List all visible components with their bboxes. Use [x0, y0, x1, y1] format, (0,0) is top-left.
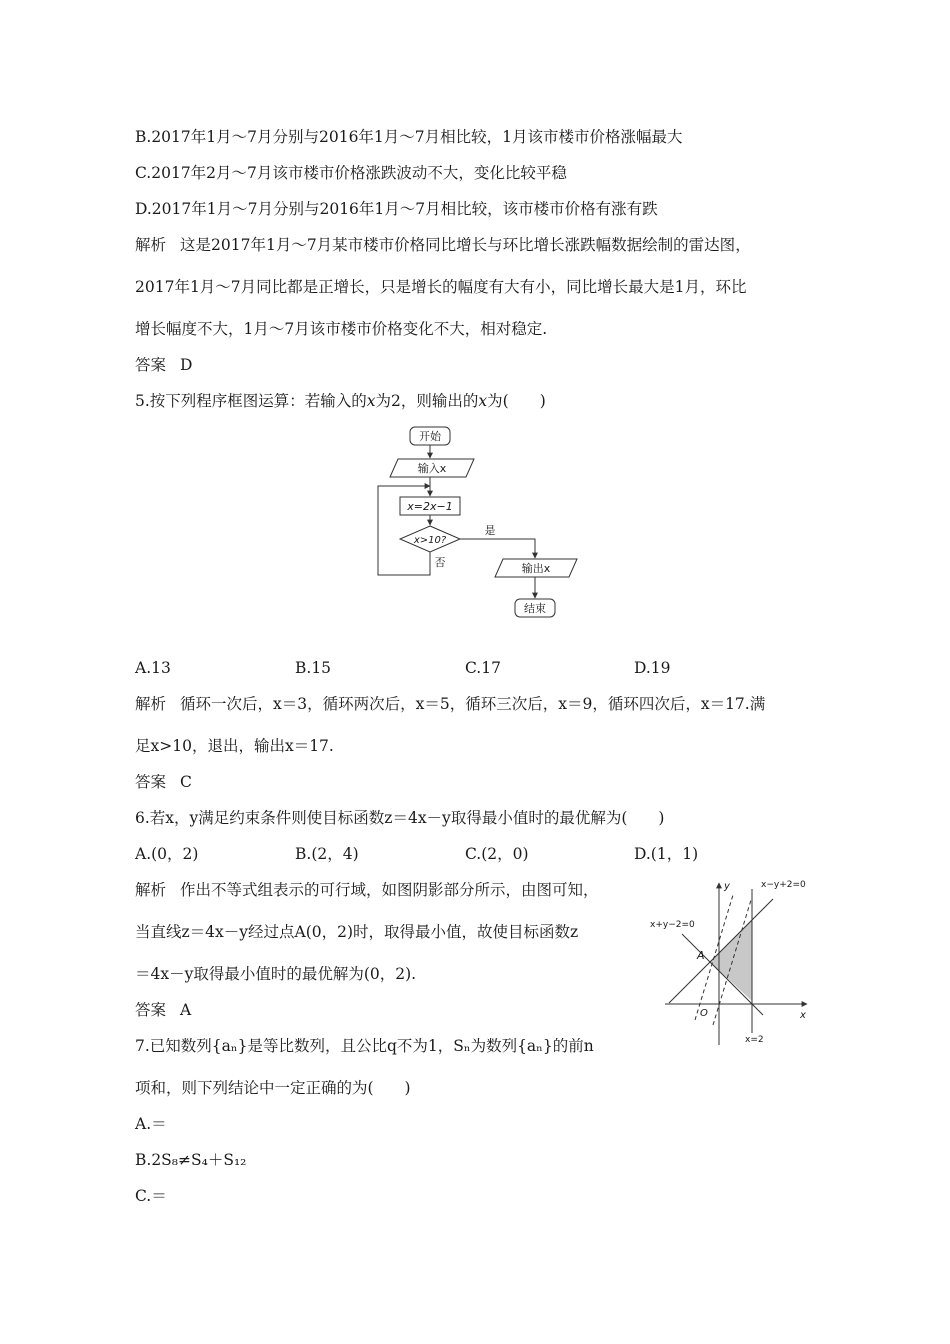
flow-condition-text: x>10? — [413, 535, 447, 546]
q7-option-a: A.＝ — [135, 1115, 167, 1133]
flow-output-text: 输出x — [521, 562, 551, 575]
q6-feasible-region-graph — [645, 875, 820, 1050]
q5-answer: 答案 C — [135, 773, 192, 791]
x-axis-label: x — [800, 1010, 806, 1021]
q6-analysis-line-3: ＝4x－y取得最小值时的最优解为(0，2). — [135, 965, 417, 983]
q7-stem-line-2: 项和，则下列结论中一定正确的为( ) — [135, 1079, 411, 1097]
prev-option-d: D.2017年1月～7月分别与2016年1月～7月相比较，该市楼市价格有涨有跌 — [135, 200, 658, 218]
prev-analysis-line-3: 增长幅度不大，1月～7月该市楼市价格变化不大，相对稳定. — [135, 320, 548, 338]
q5-option-a: A.13 — [135, 659, 171, 677]
line3-label: x=2 — [745, 1035, 764, 1045]
q5-analysis-line-1: 解析 循环一次后，x＝3，循环两次后，x＝5，循环三次后，x＝9，循环四次后，x＝17.满 — [135, 695, 766, 713]
q6-option-b: B.(2，4) — [295, 845, 359, 863]
line2-label: x+y−2=0 — [650, 920, 695, 930]
q5-stem: 5.按下列程序框图运算：若输入的x为2，则输出的x为( ) — [135, 392, 546, 410]
y-axis-label: y — [724, 881, 730, 892]
q6-stem: 6.若x，y满足约束条件则使目标函数z＝4x－y取得最小值时的最优解为( ) — [135, 809, 665, 827]
point-a-label: A — [697, 949, 705, 962]
answer-label: 答案 — [135, 356, 167, 374]
flow-yes-label: 是 — [484, 524, 496, 537]
q5-flowchart — [370, 420, 590, 625]
line1-label: x−y+2=0 — [761, 880, 806, 890]
flow-assign-text: x=2x−1 — [407, 500, 453, 513]
q6-answer: 答案 A — [135, 1001, 192, 1019]
prev-option-c: C.2017年2月～7月该市楼市价格涨跌波动不大，变化比较平稳 — [135, 164, 567, 182]
q6-option-a: A.(0，2) — [135, 845, 199, 863]
q7-option-c: C.＝ — [135, 1187, 167, 1205]
flow-no-label: 否 — [434, 556, 446, 569]
q5-option-c: C.17 — [465, 659, 501, 677]
origin-label: O — [700, 1008, 708, 1019]
q6-option-d: D.(1，1) — [634, 845, 699, 863]
q5-analysis-line-2: 足x>10，退出，输出x＝17. — [135, 737, 334, 755]
q5-option-d: D.19 — [634, 659, 671, 677]
prev-analysis-line-1: 解析 这是2017年1月～7月某市楼市价格同比增长与环比增长涨跌幅数据绘制的雷达图， — [135, 236, 751, 254]
prev-answer: 答案 D — [135, 356, 193, 374]
q6-analysis-line-2: 当直线z＝4x－y经过点A(0，2)时，取得最小值，故使目标函数z — [135, 923, 579, 941]
q6-option-c: C.(2，0) — [465, 845, 529, 863]
flow-start-text: 开始 — [419, 430, 441, 443]
q7-stem-line-1: 7.已知数列{aₙ}是等比数列，且公比q不为1，Sₙ为数列{aₙ}的前n — [135, 1037, 594, 1055]
q5-option-b: B.15 — [295, 659, 332, 677]
feasible-region-shade — [710, 920, 752, 1001]
flow-end-text: 结束 — [524, 602, 546, 615]
q7-option-b: B.2S₈≠S₄＋S₁₂ — [135, 1151, 247, 1169]
analysis-label: 解析 — [135, 236, 167, 254]
prev-analysis-line-2: 2017年1月～7月同比都是正增长，只是增长的幅度有大有小，同比增长最大是1月，环比 — [135, 278, 747, 296]
flow-input-text: 输入x — [417, 462, 447, 475]
line-x-minus-y-plus-2 — [669, 899, 773, 1003]
q6-analysis-line-1: 解析 作出不等式组表示的可行域，如图阴影部分所示，由图可知， — [135, 881, 599, 899]
prev-option-b: B.2017年1月～7月分别与2016年1月～7月相比较，1月该市楼市价格涨幅最大 — [135, 128, 683, 146]
